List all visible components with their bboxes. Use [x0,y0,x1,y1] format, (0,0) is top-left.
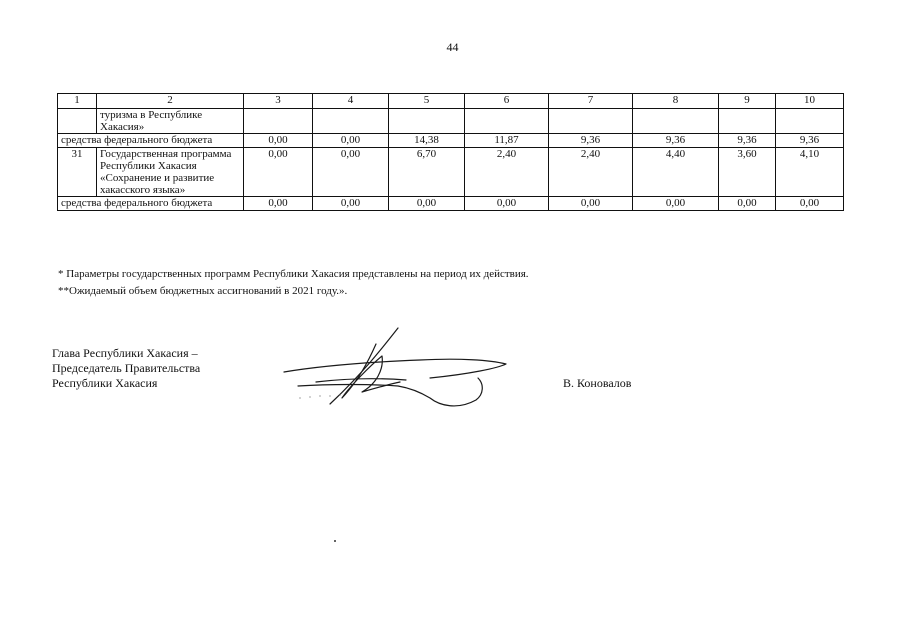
signer-name: В. Коновалов [563,376,632,390]
value-cell [549,109,633,134]
value-cell: 9,36 [719,134,776,148]
column-header: 8 [633,94,719,109]
value-cell: 14,38 [389,134,465,148]
value-cell: 0,00 [549,197,633,211]
value-cell: 0,00 [633,197,719,211]
column-header: 1 [58,94,97,109]
value-cell: 0,00 [719,197,776,211]
column-header: 7 [549,94,633,109]
value-cell: 4,10 [776,148,844,197]
value-cell: 0,00 [313,134,389,148]
value-cell [313,109,389,134]
signatory-title-line: Республики Хакасия [52,376,158,390]
value-cell: 9,36 [549,134,633,148]
value-cell: 3,60 [719,148,776,197]
column-header: 3 [244,94,313,109]
page-number: 44 [446,40,459,54]
value-cell: 0,00 [244,134,313,148]
column-header: 2 [97,94,244,109]
value-cell: 0,00 [244,197,313,211]
value-cell: 9,36 [633,134,719,148]
column-header: 5 [389,94,465,109]
signatory-title-line: Глава Республики Хакасия – [52,346,198,360]
footnotes [58,266,529,300]
value-cell: 0,00 [313,148,389,197]
column-header: 10 [776,94,844,109]
handwritten-signature [280,326,520,416]
row-number-cell [58,109,97,134]
column-header: 9 [719,94,776,109]
value-cell [776,109,844,134]
value-cell [633,109,719,134]
table-row [58,197,844,211]
value-cell: 6,70 [389,148,465,197]
value-cell [244,109,313,134]
value-cell: 0,00 [389,197,465,211]
value-cell: 0,00 [465,197,549,211]
column-header: 4 [313,94,389,109]
value-cell: 9,36 [776,134,844,148]
value-cell: 0,00 [313,197,389,211]
signatory-title-line: Председатель Правительства [52,361,201,375]
signatory-title [52,346,200,391]
value-cell [465,109,549,134]
table-row [58,134,844,148]
budget-table [57,93,844,211]
value-cell: 11,87 [465,134,549,148]
value-cell: 2,40 [549,148,633,197]
funding-source-cell: средства федерального бюджета [58,134,244,148]
program-name-cell: туризма в Республике Хакасия» [97,109,244,134]
column-header: 6 [465,94,549,109]
row-number-cell: 31 [58,148,97,197]
value-cell [719,109,776,134]
table-row [58,148,844,197]
value-cell: 0,00 [244,148,313,197]
footnote: * Параметры государственных программ Республики Хакасия представлены на период их действия. [58,268,529,280]
table-header-row [58,94,844,109]
value-cell: 4,40 [633,148,719,197]
funding-source-cell: средства федерального бюджета [58,197,244,211]
footnote: **Ожидаемый объем бюджетных ассигнований в 2021 году.». [58,285,348,297]
value-cell [389,109,465,134]
program-name-cell: Государственная программа Республики Хакасия «Сохранение и развитие хакасского языка» [97,148,244,197]
value-cell: 0,00 [776,197,844,211]
table-row [58,109,844,134]
scan-speck [334,540,336,542]
value-cell: 2,40 [465,148,549,197]
